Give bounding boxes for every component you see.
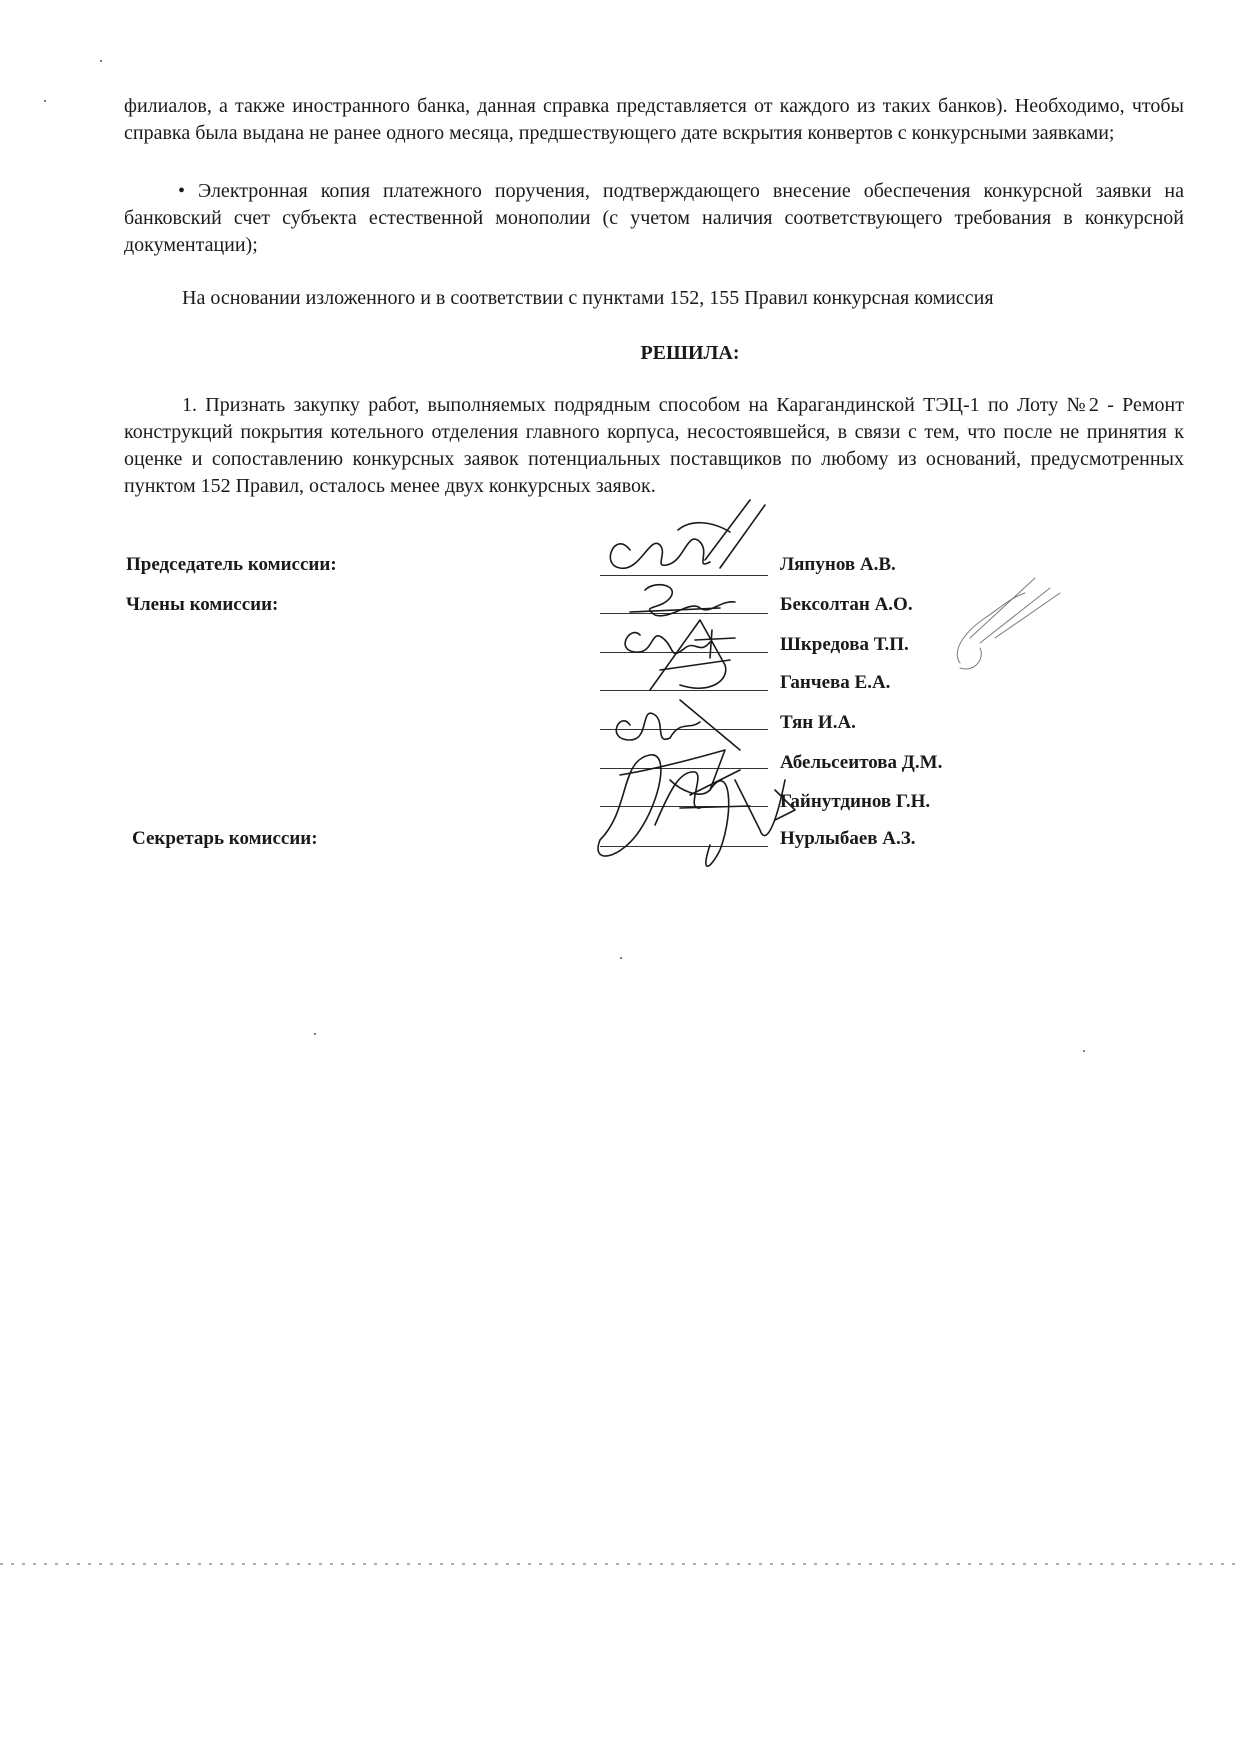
scan-speck: [314, 1033, 316, 1035]
secretary-label: Секретарь комиссии:: [132, 828, 318, 849]
scan-speck: [1083, 1050, 1085, 1052]
scan-edge-dots: [0, 1563, 1240, 1565]
decision-heading: РЕШИЛА:: [640, 342, 740, 364]
bullet-text: Электронная копия платежного поручения, подтверждающего внесение обеспечения конкурсной заявки на банковский счет субъекта естественной монополии (с учетом наличия соответствующего требования в конкурсной документации);: [124, 180, 1185, 256]
signatory-name: Ганчева Е.А.: [780, 672, 891, 693]
scan-speck: [620, 957, 622, 959]
signatory-name: Шкредова Т.П.: [780, 634, 909, 655]
handwritten-signatures-icon: [560, 490, 1080, 890]
signatory-name: Тян И.А.: [780, 712, 856, 733]
scan-speck: [100, 60, 102, 62]
signatory-name: Гайнутдинов Г.Н.: [780, 791, 931, 812]
bullet-marker: •: [178, 180, 186, 202]
requirement-continuation: филиалов, а также иностранного банка, данная справка представляется от каждого из таких банков). Необходимо, чтобы справка была выдана не ранее одного месяца, предшествующего дате вскрытия конвертов с конкурсными заявками;: [124, 95, 1184, 144]
decision-item: 1. Признать закупку работ, выполняемых подрядным способом на Карагандинской ТЭЦ-1 по Лоту №2 - Ремонт конструкций покрытия котельного отделения главного корпуса, несостоявшейся, в связи с тем, что после не принятия к оценке и сопоставлению конкурсных заявок потенциальных поставщиков по любому из оснований, предусмотренных пунктом 152 Правил, осталось менее двух конкурсных заявок.: [124, 394, 1184, 497]
signatory-name: Абельсеитова Д.М.: [780, 752, 943, 773]
requirement-bullet: [124, 178, 1184, 259]
signatory-name: Нурлыбаев А.З.: [780, 828, 916, 849]
signatory-name: Бексолтан А.О.: [780, 594, 913, 615]
members-label: Члены комиссии:: [126, 594, 279, 615]
faint-signature-icon: [940, 568, 1080, 688]
signatory-name: Ляпунов А.В.: [780, 554, 896, 575]
scan-speck: [44, 100, 46, 102]
basis-paragraph: На основании изложенного и в соответствии с пунктами 152, 155 Правил конкурсная комиссия: [182, 287, 994, 309]
chair-label: Председатель комиссии:: [126, 554, 337, 575]
